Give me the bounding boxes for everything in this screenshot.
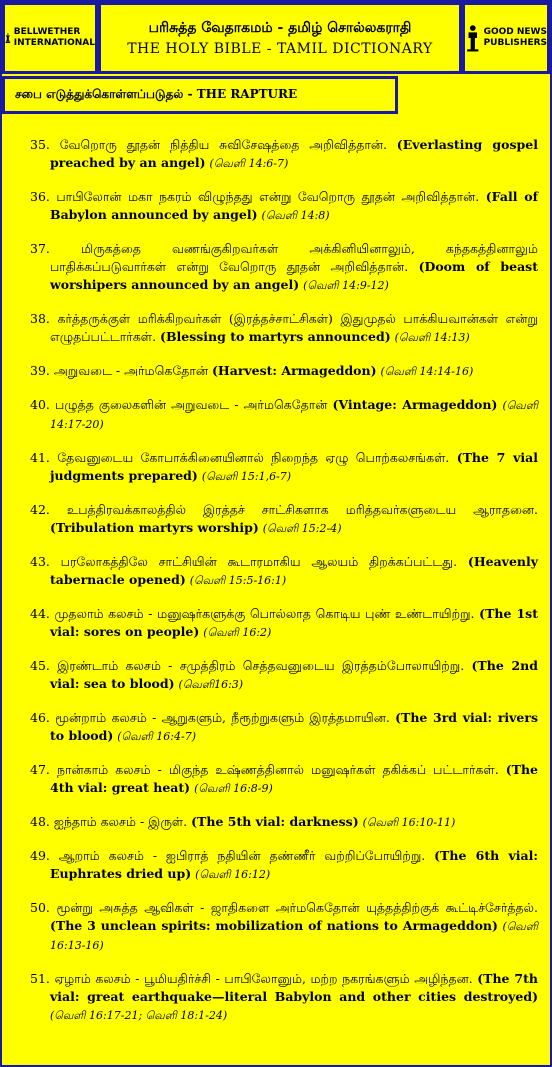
good-news-logo xyxy=(462,2,550,74)
list-item xyxy=(30,899,538,955)
entry-english: (The 7th vial: great earthquake—literal Babylon and other cities destroyed) xyxy=(50,971,538,1004)
entry-number: 40. xyxy=(30,397,50,412)
entry-number: 39. xyxy=(30,363,50,378)
section-title-english: - THE RAPTURE xyxy=(187,87,298,101)
left-logo-line1: BELLWETHER xyxy=(13,27,81,37)
entry-number: 43. xyxy=(30,554,50,569)
entry-english: (Doom of beast worshipers announced by an angel) xyxy=(50,259,538,292)
entry-reference: (வெளி 14:13) xyxy=(394,331,470,344)
entry-tamil: கர்த்தருக்குள் மரிக்கிறவர்கள் (இரத்தச்சாட்சிகள்) இதுமுதல் பாக்கியவான்கள் என்று எழுதப்பட்டார்கள். xyxy=(50,311,538,344)
entry-number: 41. xyxy=(30,450,50,465)
title-english: THE HOLY BIBLE - TAMIL DICTIONARY xyxy=(127,41,433,57)
list-item xyxy=(30,657,538,694)
entry-reference: (வெளி 14:17-20) xyxy=(50,399,538,431)
list-item xyxy=(30,847,538,884)
entry-tamil: உபத்திரவக்காலத்தில் இரத்தச் சாட்சிகளாக மரித்தவர்களுடைய ஆராதனை. xyxy=(66,502,538,517)
entry-number: 45. xyxy=(30,658,50,673)
title-tamil: பரிசுத்த வேதாகமம் - தமிழ் சொல்லகராதி xyxy=(148,20,412,36)
entry-number: 50. xyxy=(30,900,50,915)
entry-number: 38. xyxy=(30,311,50,326)
list-item xyxy=(30,188,538,225)
title-banner xyxy=(98,2,462,74)
entry-tamil: மிருகத்தை வணங்குகிறவர்கள் அக்கினியினாலும், கந்தகத்தினாலும் பாதிக்கப்படுவார்கள் என்று வேறொரு தூதன் அறிவித்தான். xyxy=(50,241,538,274)
list-item xyxy=(30,970,538,1025)
entry-english: (The 7 vial judgments prepared) xyxy=(50,450,538,483)
entry-reference: (வெளி 14:6-7) xyxy=(209,157,289,170)
entry-number: 37. xyxy=(30,241,50,256)
entry-tamil: ஆறாம் கலசம் - ஐபிராத் நதியின் தண்ணீர் வற்றிப்போயிற்று. xyxy=(58,848,426,863)
entry-english: (The 1st vial: sores on people) xyxy=(50,606,538,639)
entry-reference: (வெளி 14:9-12) xyxy=(303,279,389,292)
list-item xyxy=(30,310,538,347)
entry-tamil: வேறொரு தூதன் நித்திய சுவிசேஷத்தை அறிவித்தான். xyxy=(59,137,387,152)
entry-number: 42. xyxy=(30,502,50,517)
entry-number: 36. xyxy=(30,189,50,204)
entry-tamil: ஐந்தாம் கலசம் - இருள். xyxy=(53,814,188,829)
entry-number: 49. xyxy=(30,848,50,863)
entry-tamil: மூன்றாம் கலசம் - ஆறுகளும், நீரூற்றுகளும் இரத்தமாயின. xyxy=(55,710,390,725)
entry-tamil: முதலாம் கலசம் - மனுஷர்களுக்கு பொல்லாத கொடிய புண் உண்டாயிற்று. xyxy=(54,606,475,621)
entry-number: 47. xyxy=(30,762,50,777)
section-heading xyxy=(2,76,398,114)
entry-reference: (வெளி 14:14-16) xyxy=(380,365,474,378)
entry-tamil: பரலோகத்திலே சாட்சியின் கூடாரமாகிய ஆலயம் திறக்கப்பட்டது. xyxy=(60,554,458,569)
section-title-tamil: சபை எடுத்துக்கொள்ளப்படுதல் xyxy=(15,87,184,101)
entry-english: (Vintage: Armageddon) xyxy=(332,397,498,412)
entry-reference: (வெளி 15:2-4) xyxy=(262,522,342,535)
entry-reference: (வெளி 14:8) xyxy=(261,209,330,222)
entry-english: (The 2nd vial: sea to blood) xyxy=(50,658,538,691)
entry-reference: (வெளி 16:8-9) xyxy=(194,782,273,795)
bellwether-logo-icon xyxy=(5,18,11,58)
entry-tamil: தேவனுடைய கோபாக்கினையினால் நிறைந்த ஏழு பொற்கலசங்கள். xyxy=(57,450,450,465)
good-news-logo-icon xyxy=(465,18,481,58)
entry-reference: (வெளி 16:12) xyxy=(195,868,271,881)
list-item xyxy=(30,136,538,173)
list-item xyxy=(30,813,538,832)
entry-reference: (வெளி 16:10-11) xyxy=(362,816,456,829)
list-item xyxy=(30,501,538,538)
entry-english: (Fall of Babylon announced by angel) xyxy=(50,189,539,222)
entry-tamil: நான்காம் கலசம் - மிகுந்த உஷ்ணத்தினால் மனுஷர்கள் தகிக்கப் பட்டார்கள். xyxy=(56,762,499,777)
entry-list xyxy=(30,136,538,1040)
list-item xyxy=(30,362,538,381)
entry-number: 44. xyxy=(30,606,50,621)
entry-number: 46. xyxy=(30,710,50,725)
entry-reference: (வெளி16:3) xyxy=(178,678,244,691)
list-item xyxy=(30,709,538,746)
list-item xyxy=(30,240,538,295)
entry-tamil: அறுவடை - அர்மகெதோன் xyxy=(53,363,209,378)
entry-english: (Blessing to martyrs announced) xyxy=(160,329,391,344)
list-item xyxy=(30,449,538,486)
entry-tamil: ஏழாம் கலசம் - பூமியதிர்ச்சி - பாபிலோனும், மற்ற நகரங்களும் அழிந்தன. xyxy=(54,971,473,986)
entry-english: (Everlasting gospel preached by an angel) xyxy=(50,137,538,170)
entry-english: (The 3 unclean spirits: mobilization of nations to Armageddon) xyxy=(50,918,498,933)
entry-english: (The 3rd vial: rivers to blood) xyxy=(50,710,538,743)
bellwether-logo xyxy=(2,2,98,74)
entry-reference: (வெளி 15:1,6-7) xyxy=(201,470,292,483)
list-item xyxy=(30,761,538,798)
list-item xyxy=(30,396,538,434)
entry-english: (Heavenly tabernacle opened) xyxy=(50,554,538,587)
entry-reference: (வெளி 15:5-16:1) xyxy=(189,574,287,587)
left-logo-line2: INTERNATIONAL xyxy=(13,38,95,48)
list-item xyxy=(30,605,538,642)
entry-number: 48. xyxy=(30,814,50,829)
entry-english: (Tribulation martyrs worship) xyxy=(50,520,259,535)
entry-tamil: பாபிலோன் மகா நகரம் விழுந்தது என்று வேறொரு தூதன் அறிவித்தான். xyxy=(56,189,480,204)
entry-reference: (வெளி 16:4-7) xyxy=(117,730,197,743)
entry-reference: (வெளி 16:13-16) xyxy=(50,920,538,952)
entry-english: (The 6th vial: Euphrates dried up) xyxy=(50,848,538,881)
entry-english: (The 4th vial: great heat) xyxy=(50,762,539,795)
entry-tamil: மூன்று அசுத்த ஆவிகள் - ஜாதிகளை அர்மகெதோன் யுத்தத்திற்குக் கூட்டிச்சேர்த்தல். xyxy=(56,900,538,915)
entry-reference: (வெளி 16:17-21; வெளி 18:1-24) xyxy=(50,1009,228,1022)
entry-tamil: இரண்டாம் கலசம் - சமுத்திரம் செத்தவனுடைய இரத்தம்போலாயிற்று. xyxy=(57,658,465,673)
right-logo-line1: GOOD NEWS xyxy=(483,27,547,37)
entry-number: 35. xyxy=(30,137,50,152)
entry-tamil: பழுத்த குலைகளின் அறுவடை - அர்மகெதோன் xyxy=(54,397,328,412)
entry-english: (Harvest: Armageddon) xyxy=(212,363,377,378)
entry-number: 51. xyxy=(30,971,50,986)
list-item xyxy=(30,553,538,590)
entry-english: (The 5th vial: darkness) xyxy=(191,814,359,829)
right-logo-line2: PUBLISHERS xyxy=(483,38,547,48)
entry-reference: (வெளி 16:2) xyxy=(203,626,272,639)
